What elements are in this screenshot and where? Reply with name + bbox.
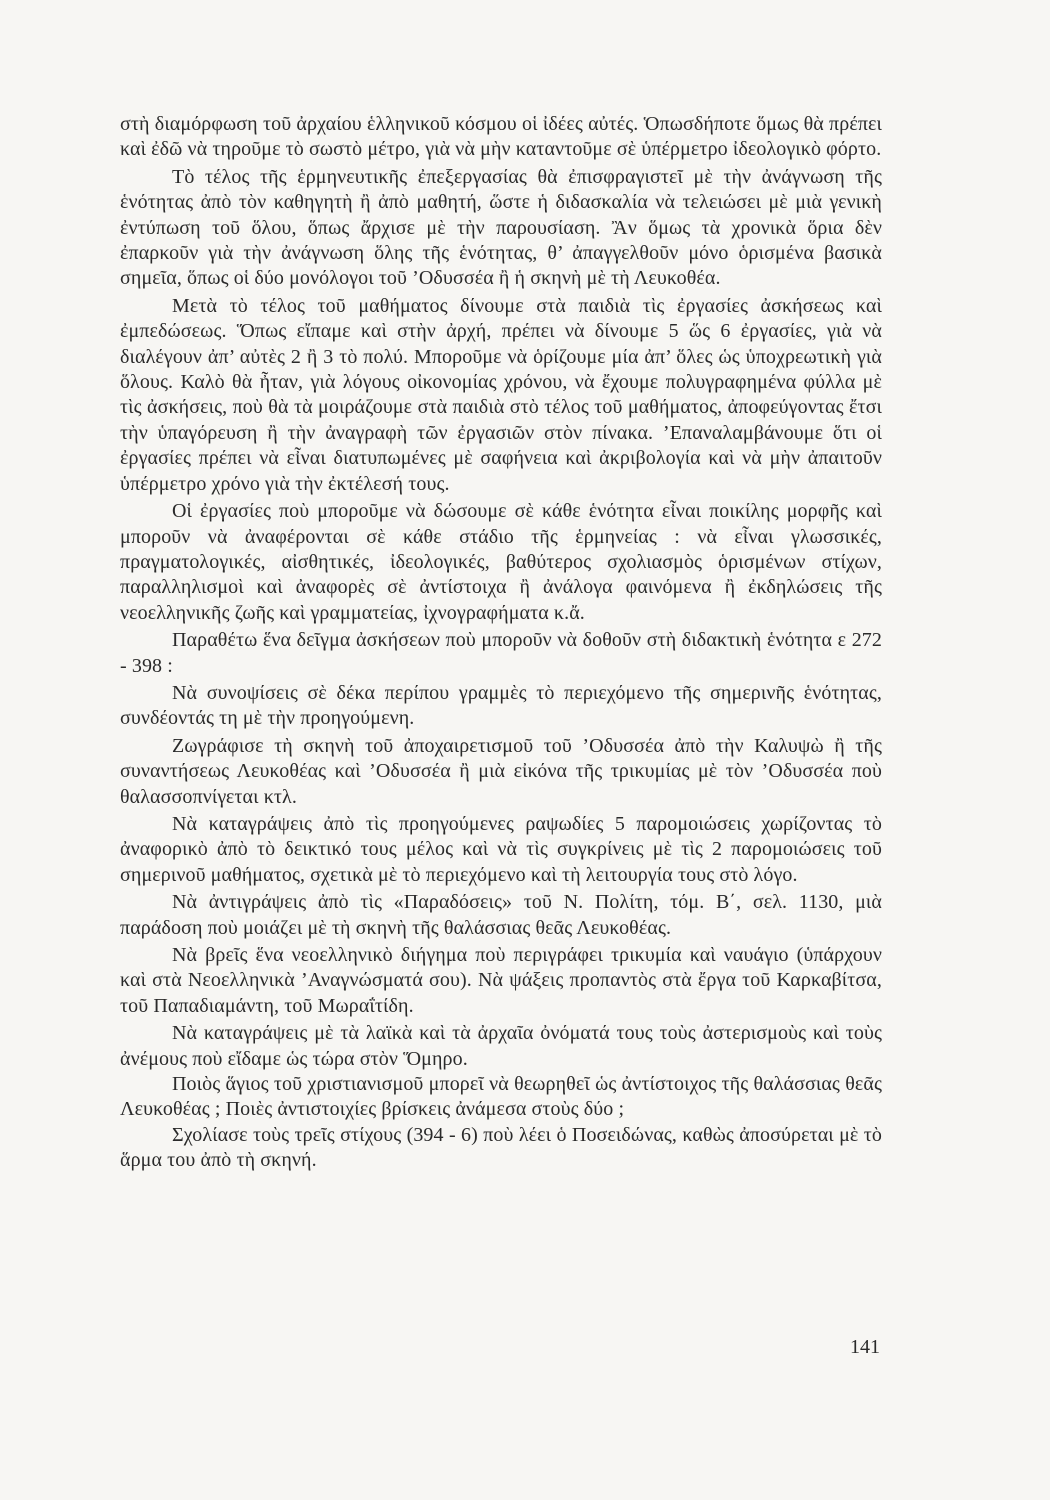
exercise-item: Νὰ βρεῖς ἕνα νεοελληνικὸ διήγημα ποὺ περιγράφει τρικυμία καὶ ναυάγιο (ὑπάρχουν καὶ στὰ Νεοελληνικὰ ’Αναγνώσματά σου). Νὰ ψάξεις προπαντὸς στὰ ἔργα τοῦ Καρκαβίτσα, τοῦ Παπαδιαμάντη, τοῦ Μωραΐτίδη. xyxy=(120,944,882,1017)
exercise-item: Σχολίασε τοὺς τρεῖς στίχους (394 - 6) ποὺ λέει ὁ Ποσειδώνας, καθὼς ἀποσύρεται μὲ τὸ ἅρμα του ἀπὸ τὴ σκηνή. xyxy=(120,1123,882,1172)
exercise-item: Ζωγράφισε τὴ σκηνὴ τοῦ ἀποχαιρετισμοῦ τοῦ ’Οδυσσέα ἀπὸ τὴν Καλυψὼ ἢ τῆς συναντήσεως Λευκοθέας καὶ ’Οδυσσέα ἢ μιὰ εἰκόνα τῆς τρικυμίας μὲ τὸν ’Οδυσσέα ποὺ θαλασσοπνίγεται κτλ. xyxy=(120,734,882,808)
body-text xyxy=(120,112,882,1174)
paragraph-continued: στὴ διαμόρφωση τοῦ ἀρχαίου ἑλληνικοῦ κόσμου οἱ ἰδέες αὐτές. Ὁπωσδήποτε ὅμως θὰ πρέπει καὶ ἐδῶ νὰ τηροῦμε τὸ σωστὸ μέτρο, γιὰ νὰ μὴν καταντοῦμε σὲ ὑπέρμετρο ἰδεολογικὸ φόρτο. xyxy=(120,113,882,161)
exercise-item: Νὰ συνοψίσεις σὲ δέκα περίπου γραμμὲς τὸ περιεχόμενο τῆς σημερινῆς ἑνότητας, συνδέοντάς τη μὲ τὴν προηγούμενη. xyxy=(120,681,882,730)
paragraph: Μετὰ τὸ τέλος τοῦ μαθήματος δίνουμε στὰ παιδιὰ τὶς ἐργασίες ἀσκήσεως καὶ ἐμπεδώσεως. Ὅπως εἴπαμε καὶ στὴν ἀρχή, πρέπει νὰ δίνουμε 5 ὥς 6 ἐργασίες, γιὰ νὰ διαλέγουν ἀπ’ αὐτὲς 2 ἢ 3 τὸ πολύ. Μποροῦμε νὰ ὁρίζουμε μία ἀπ’ ὅλες ὡς ὑποχρεωτικὴ γιὰ ὅλους. Καλὸ θὰ ἦταν, γιὰ λόγους οἰκονομίας χρόνου, νὰ ἔχουμε πολυγραφημένα φύλλα μὲ τὶς ἀσκήσεις, ποὺ θὰ τὰ μοιράζουμε στὰ παιδιὰ στὸ τέλος τοῦ μαθήματος, ἀποφεύγοντας ἔτσι τὴν ὑπαγόρευση ἢ τὴν ἀναγραφὴ τῶν ἐργασιῶν στὸν πίνακα. ’Επαναλαμβάνουμε ὅτι οἱ ἐργασίες πρέπει νὰ εἶναι διατυπωμένες μὲ σαφήνεια καὶ ἀκριβολογία καὶ νὰ μὴν ἀπαιτοῦν ὑπέρμετρο χρόνο γιὰ τὴν ἐκτέλεσή τους. xyxy=(120,294,882,495)
page-number: 141 xyxy=(850,1336,880,1358)
exercise-item: Νὰ καταγράψεις ἀπὸ τὶς προηγούμενες ραψωδίες 5 παρομοιώσεις χωρίζοντας τὸ ἀναφορικὸ ἀπὸ τὸ δεικτικό τους μέλος καὶ νὰ τὶς συγκρίνεις μὲ τὶς 2 παρομοιώσεις τοῦ σημερινοῦ μαθήματος, σχετικὰ μὲ τὸ περιεχόμενο καὶ τὴ λειτουργία τους στὸ λόγο. xyxy=(120,812,882,886)
paragraph: Παραθέτω ἕνα δεῖγμα ἀσκήσεων ποὺ μποροῦν νὰ δοθοῦν στὴ διδακτικὴ ἑνότητα ε 272 - 398 : xyxy=(120,629,882,677)
paragraph: Οἱ ἐργασίες ποὺ μποροῦμε νὰ δώσουμε σὲ κάθε ἑνότητα εἶναι ποικίλης μορφῆς καὶ μποροῦν νὰ ἀναφέρονται σὲ κάθε στάδιο τῆς ἑρμηνείας : νὰ εἶναι γλωσσικές, πραγματολογικές, αἰσθητικές, ἰδεολογικές, βαθύτερος σχολιασμὸς ὁρισμένων στίχων, παραλληλισμοὶ καὶ ἀναφορὲς σὲ ἀντίστοιχα ἢ ἀνάλογα φαινόμενα ἢ ἐκδηλώσεις τῆς νεοελληνικῆς ζωῆς καὶ γραμματείας, ἰχνογραφήματα κ.ἄ. xyxy=(120,500,882,624)
exercise-item: Νὰ ἀντιγράψεις ἀπὸ τὶς «Παραδόσεις» τοῦ Ν. Πολίτη, τόμ. Β΄, σελ. 1130, μιὰ παράδοση ποὺ μοιάζει μὲ τὴ σκηνὴ τῆς θαλάσσιας θεᾶς Λευκοθέας. xyxy=(120,891,882,939)
paragraph: Τὸ τέλος τῆς ἑρμηνευτικῆς ἐπεξεργασίας θὰ ἐπισφραγιστεῖ μὲ τὴν ἀνάγνωση τῆς ἑνότητας ἀπὸ τὸν καθηγητὴ ἢ ἀπὸ μαθητή, ὥστε ἡ διδασκαλία νὰ τελειώσει μὲ μιὰ γενικὴ ἐντύπωση τοῦ ὅλου, ὅπως ἄρχισε μὲ τὴν παρουσίαση. Ἂν ὅμως τὰ χρονικὰ ὅρια δὲν ἐπαρκοῦν γιὰ τὴν ἀνάγνωση ὅλης τῆς ἑνότητας, θ’ ἀπαγγελθοῦν μόνο ὁρισμένα βασικὰ σημεῖα, ὅπως οἱ δύο μονόλογοι τοῦ ’Οδυσσέα ἢ ἡ σκηνὴ μὲ τὴ Λευκοθέα. xyxy=(120,165,882,290)
exercise-item: Νὰ καταγράψεις μὲ τὰ λαϊκὰ καὶ τὰ ἀρχαῖα ὀνόματά τους τοὺς ἀστερισμοὺς καὶ τοὺς ἀνέμους ποὺ εἴδαμε ὡς τώρα στὸν Ὅμηρο. xyxy=(120,1022,882,1070)
exercise-item: Ποιὸς ἅγιος τοῦ χριστιανισμοῦ μπορεῖ νὰ θεωρηθεῖ ὡς ἀντίστοιχος τῆς θαλάσσιας θεᾶς Λευκοθέας ; Ποιὲς ἀντιστοιχίες βρίσκεις ἀνάμεσα στοὺς δύο ; xyxy=(120,1073,882,1121)
